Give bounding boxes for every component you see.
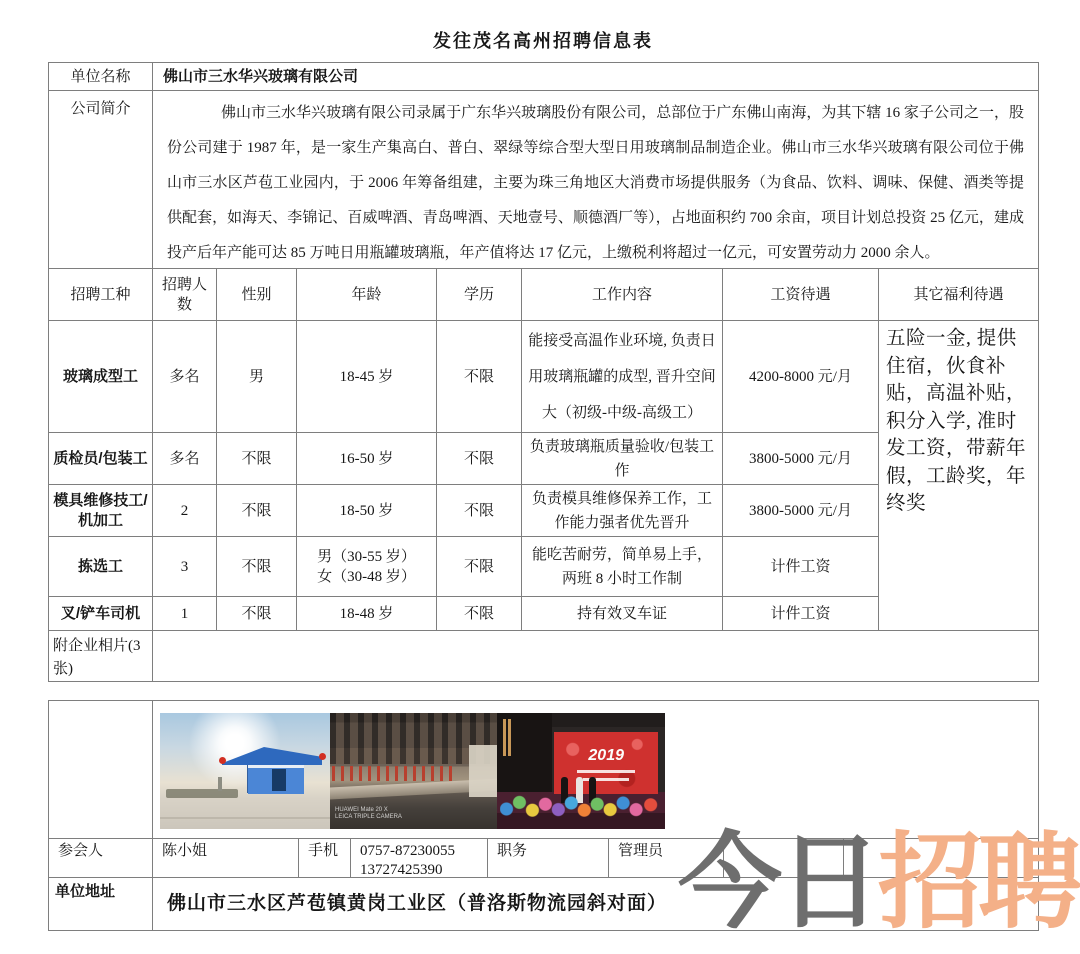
- job-duty: 负责模具维修保养工作，工作能力强者优先晋升: [522, 485, 723, 537]
- job-edu: 不限: [437, 433, 522, 485]
- job-salary: 计件工资: [723, 537, 879, 597]
- job-edu: 不限: [437, 321, 522, 433]
- header-count: 招聘人数: [153, 269, 217, 321]
- ground-line: [160, 817, 330, 819]
- photo-row-label-cell: [49, 701, 153, 839]
- attendee-name: 陈小姐: [153, 839, 299, 878]
- annual-event-photo: [497, 713, 665, 829]
- job-age: 18-50 岁: [297, 485, 437, 537]
- address-label: 单位地址: [49, 878, 153, 931]
- job-count: 3: [153, 537, 217, 597]
- job-duty: 持有效叉车证: [522, 597, 723, 631]
- unit-name-value: 佛山市三水华兴玻璃有限公司: [153, 63, 1039, 91]
- attendee-label: 参会人: [49, 839, 153, 878]
- job-gender: 不限: [217, 433, 297, 485]
- job-count: 多名: [153, 321, 217, 433]
- job-duty: 负责玻璃瓶质量验收/包装工作: [522, 433, 723, 485]
- job-name: 模具维修技工/机加工: [49, 485, 153, 537]
- main-info-table: [48, 62, 1039, 682]
- phone-label: 手机: [299, 839, 351, 878]
- header-gender: 性别: [217, 269, 297, 321]
- benefits-cell: 五险一金, 提供住宿，伙食补贴，高温补贴，积分入学, 准时发工资，带薪年假，工龄奖，年终奖: [879, 321, 1039, 631]
- light-strip: [508, 719, 511, 755]
- jinri-zhaopin-watermark: [678, 826, 1078, 940]
- company-intro-text: 佛山市三水华兴玻璃有限公司录属于广东华兴玻璃股份有限公司，总部位于广东佛山南海，为其下辖 16 家子公司之一，股份公司建于 1987 年，是一家生产集高白、普白、翠绿等综合型大型日用玻璃制品制造企业。佛山市三水华兴玻璃有限公司位于佛山市三水区芦苞工业园内，于 2006 年筹备组建，主要为珠三角地区大消费市场提供服务（为食品、饮料、调味、保健、酒类等提供配套，如海天、李锦记、百威啤酒、青岛啤酒、天地壹号、顺德酒厂等），占地面积约 700 余亩，项目计划总投资 25 亿元，建成投产后年产能可达 85 万吨日用瓶罐玻璃瓶，年产值将达 17 亿元，上缴税利将超过一亿元，可安置劳动力 2000 余人。: [153, 91, 1039, 269]
- job-edu: 不限: [437, 485, 522, 537]
- job-salary: 4200-8000 元/月: [723, 321, 879, 433]
- dark-wall-shape: [497, 713, 552, 792]
- kiosk-door-shape: [272, 769, 286, 791]
- glass-bottles-row: [332, 766, 452, 781]
- led-text-bar: [577, 770, 635, 773]
- job-gender: 不限: [217, 485, 297, 537]
- header-age: 年龄: [297, 269, 437, 321]
- led-screen-year-text: 2019: [588, 746, 624, 764]
- job-salary: 计件工资: [723, 597, 879, 631]
- job-age: 18-48 岁: [297, 597, 437, 631]
- job-name: 拣选工: [49, 537, 153, 597]
- page-title: 发往茂名高州招聘信息表: [433, 31, 653, 51]
- job-age: 18-45 岁: [297, 321, 437, 433]
- job-duty: 能吃苦耐劳，简单易上手，两班 8 小时工作制: [522, 537, 723, 597]
- balloons-row: [500, 791, 661, 821]
- position-label: 职务: [488, 839, 609, 878]
- job-edu: 不限: [437, 537, 522, 597]
- company-intro-label: 公司简介: [49, 91, 153, 269]
- production-line-photo: [330, 713, 497, 829]
- bright-area: [469, 745, 497, 796]
- job-name: 质检员/包装工: [49, 433, 153, 485]
- header-salary: 工资待遇: [723, 269, 879, 321]
- job-count: 2: [153, 485, 217, 537]
- light-strip: [503, 719, 506, 755]
- job-name: 玻璃成型工: [49, 321, 153, 433]
- red-lantern-icon: [219, 757, 226, 764]
- position-value: 管理员: [609, 839, 724, 878]
- phone-numbers: 0757-87230055 13727425390: [351, 839, 488, 878]
- job-count: 多名: [153, 433, 217, 485]
- job-gender: 不限: [217, 597, 297, 631]
- job-edu: 不限: [437, 597, 522, 631]
- photos-attachment-empty-cell: [153, 631, 1039, 682]
- red-lantern-icon: [319, 753, 326, 760]
- photos-attachment-label: 附企业相片(3 张): [49, 631, 153, 682]
- job-duty: 能接受高温作业环境, 负责日用玻璃瓶罐的成型, 晋升空间大（初级-中级-高级工）: [522, 321, 723, 433]
- header-edu: 学历: [437, 269, 522, 321]
- camera-watermark-line2: LEICA TRIPLE CAMERA: [335, 814, 402, 820]
- job-gender: 男: [217, 321, 297, 433]
- job-name: 叉/铲车司机: [49, 597, 153, 631]
- job-salary: 3800-5000 元/月: [723, 485, 879, 537]
- watermark-gray-text: 今日: [678, 825, 879, 941]
- job-count: 1: [153, 597, 217, 631]
- red-led-screen: [554, 732, 658, 795]
- chimney-shape: [218, 777, 222, 791]
- job-age: 16-50 岁: [297, 433, 437, 485]
- header-benefits: 其它福利待遇: [879, 269, 1039, 321]
- hedge-shape: [166, 789, 238, 798]
- job-salary: 3800-5000 元/月: [723, 433, 879, 485]
- company-photos-strip: [153, 701, 1039, 839]
- company-gate-photo: [160, 713, 330, 829]
- job-gender: 不限: [217, 537, 297, 597]
- address-value: 佛山市三水区芦苞镇黄岗工业区（普洛斯物流园斜对面）: [153, 878, 1039, 931]
- job-age: 男（30-55 岁） 女（30-48 岁）: [297, 537, 437, 597]
- watermark-orange-text: 招聘: [878, 825, 1079, 941]
- camera-watermark-line1: HUAWEI Mate 20 X: [335, 807, 388, 813]
- header-job: 招聘工种: [49, 269, 153, 321]
- blue-canopy-shape: [222, 747, 322, 765]
- header-duty: 工作内容: [522, 269, 723, 321]
- camera-watermark: [335, 807, 402, 821]
- unit-name-label: 单位名称: [49, 63, 153, 91]
